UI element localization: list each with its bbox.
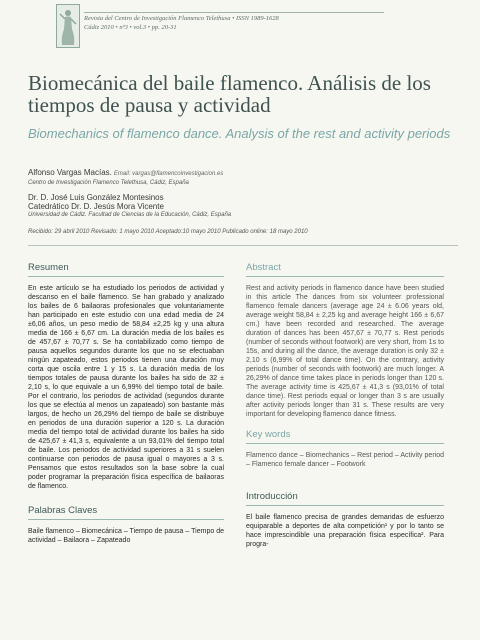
key-words-text: Flamenco dance – Biomechanics – Rest period – Activity period – Flamenco female dancer – Footwork (246, 452, 444, 468)
journal-line: Revista del Centro de Investigación Flamenco Telethusa • ISSN 1989-1628 (84, 15, 279, 22)
article-subtitle: Biomechanics of flamenco dance. Analysis of the rest and activity periods (28, 126, 451, 141)
key-words-heading: Key words (246, 429, 444, 444)
author-name: Dr. D. José Luis González Montesinos (28, 193, 164, 202)
introduccion-heading: Introducción (246, 491, 444, 506)
article-title: Biomecánica del baile flamenco. Análisis de los tiempos de pausa y actividad (28, 71, 431, 117)
resumen-text: En este artículo se ha estudiado los periodos de actividad y descanso en el baile flamenco. Se han grabado y analizado los bailes de 6 bailaoras profesionales que voluntariamente han participado en este estudio con una edad media de 24 ±6,06 años, un peso medio de 58,84 ±2,25 kg y una altura media de 166 ± 6,67 cm. La duración media de los bailes es de 457,67 ± 70,77 s. Se ha contabilizado como tiempo de pausa aquellos segundos durante los que no se efectuaban ningún zapateado, estos periodos tienen una duración muy corta que oscila entre 1 y 15 s. La duración media de los tiempos totales de pausa durante los bailes ha sido de 32 ± 2,10 s, lo que equivale a un 6,99% del tiempo total de baile. Por el contrario, los periodos de actividad (segundos durante los que se efectúa al menos un zapateado) son bastante más largos, de hecho un 26,29% del tiempo de baile se distribuye en periodos de una duración superior a 120 s. La duración media del tiempo total de actividad durante los bailes ha sido de 425,67 ± 41,3 s, equivalente a un 93,01% del tiempo total de baile. Los periodos de actividad superiores a 31 s suelen continuarse con periodos de pausa igual o mayores a 3 s. Pensamos que estos resultados son la base sobre la cual poder programar la preparación física específica de bailaoras de flamenco. (28, 285, 224, 490)
palabras-clave-text: Baile flamenco – Biomecánica – Tiempo de pausa – Tiempo de actividad – Bailaora – Zapateado (28, 528, 224, 544)
author-email[interactable]: Email: vargas@flamencoinvestigacion.es (113, 171, 224, 177)
left-column (28, 262, 224, 545)
resumen-heading: Resumen (28, 262, 224, 277)
issue-line: Cádiz 2010 • nº3 • vol.3 • pp. 20-31 (84, 24, 177, 31)
journal-logo (56, 4, 80, 48)
author-block (28, 168, 458, 220)
journal-header (84, 14, 444, 32)
author-affiliation: Universidad de Cádiz. Facultad de Ciencias de la Educación, Cádiz, España (28, 212, 232, 218)
author-name: Alfonso Vargas Macías. (28, 168, 112, 177)
section-divider (28, 245, 458, 246)
abstract-text: Rest and activity periods in flamenco dance have been studied in this article The dances from six volunteer professional flamenco female dancers (average age 24 ± 6.06 years old, average weight 58,84 ± 2,25 kg and average height 166 ± 6,67 cm.) have been recorded and researched. The average duration of dances has been 457,67 ± 70,77 s. Rest periods (number of seconds without footwork) are very short, from 1s to 15s, and during all the dance, the average duration is only 32 ± 2,10 s (6,99% of total dance time). On the contrary, activity periods (number of seconds with footwork) are much longer. A 26,29% of dance time takes place in periods longer than 120 s. The average activity time is 425,67 ± 41,3 s (93,01% of total dance time). Rest periods equal or longer than 3 s are usually after activity periods longer than 31 s. These results are very important for developing flamenco dance fitness. (246, 285, 444, 418)
right-column (246, 262, 444, 549)
abstract-heading: Abstract (246, 262, 444, 277)
header-rule (84, 12, 384, 13)
dancer-figure-icon (57, 5, 79, 47)
introduccion-text: El baile flamenco precisa de grandes demandas de esfuerzo equiparable a deportes de alta competición¹ y por lo tanto se hace imprescindible una preparación física específica². Para progra- (246, 514, 444, 548)
author-affiliation: Centro de Investigación Flamenco Telethusa, Cádiz, España (28, 180, 189, 186)
palabras-clave-heading: Palabras Claves (28, 505, 224, 520)
publication-dates: Recibido: 29 abril 2010 Revisado: 1 mayo 2010 Aceptado:10 mayo 2010 Publicado online: 18 mayo 2010 (28, 229, 308, 235)
author-name: Catedrático Dr. D. Jesús Mora Vicente (28, 202, 164, 211)
